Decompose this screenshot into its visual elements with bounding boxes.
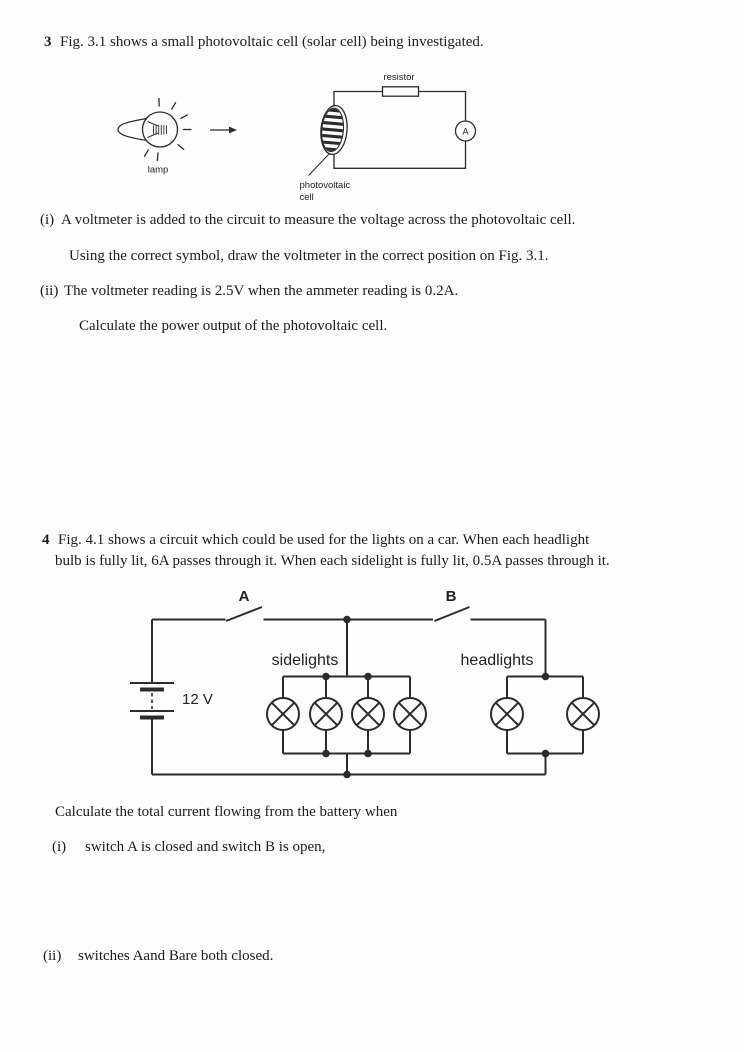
sidelight-bulb-symbol	[267, 698, 299, 730]
sidelight-bulb-symbol	[310, 698, 342, 730]
question-3-title-text: Fig. 3.1 shows a small photovoltaic cell (solar cell) being investigated.	[60, 34, 484, 50]
question-4-number: 4	[42, 532, 50, 548]
question-4-title	[42, 532, 589, 549]
question-4-title-line1: Fig. 4.1 shows a circuit which could be used for the lights on a car. When each headlight	[58, 532, 590, 548]
question-4-title-line2: bulb is fully lit, 6A passes through it. When each sidelight is fully lit, 0.5A passes through it.	[55, 553, 610, 569]
lamp-icon	[118, 112, 178, 147]
sidelight-bulb-symbol	[394, 698, 426, 730]
headlights-label: headlights	[460, 652, 534, 669]
circuit-loop-wire	[334, 92, 469, 169]
light-direction-arrow-icon	[210, 127, 237, 134]
sidelight-bulb-symbol	[352, 698, 384, 730]
resistor-symbol	[383, 87, 419, 96]
lamp-rays-icon	[144, 98, 191, 161]
resistor-label: resistor	[383, 72, 415, 83]
question-3-title	[44, 34, 484, 51]
battery-voltage-label: 12 V	[182, 691, 213, 708]
switch-b-symbol	[435, 607, 470, 621]
lamp-label: lamp	[147, 164, 169, 176]
q4-part-i-text: switch A is closed and switch B is open,	[85, 839, 326, 855]
sidelights-rails	[283, 677, 410, 754]
ammeter-letter: A	[462, 126, 469, 137]
q3-part-ii-label: (ii)	[40, 283, 59, 299]
q3-part-i-text: A voltmeter is added to the circuit to measure the voltage across the photovoltaic cell.	[61, 212, 576, 228]
question-3-number: 3	[44, 34, 52, 50]
q3-part-ii-line	[40, 283, 458, 300]
q3-part-i-line	[40, 212, 575, 229]
q4-part-i-label: (i)	[52, 839, 67, 855]
switch-b-label: B	[445, 588, 457, 605]
q3-part-ii-text: The voltmeter reading is 2.5V when the ammeter reading is 0.2A.	[64, 283, 459, 299]
photovoltaic-label-line1: photovoltaic	[299, 180, 351, 191]
fig-3-1-diagram	[110, 64, 490, 204]
switch-a-symbol	[226, 607, 262, 621]
photovoltaic-cell-symbol	[317, 104, 349, 155]
q4-part-ii-label: (ii)	[43, 948, 62, 964]
switch-a-label: A	[238, 588, 250, 605]
q4-part-ii-line	[43, 948, 273, 965]
q4-calc-instruction: Calculate the total current flowing from the battery when	[55, 804, 398, 820]
q4-part-ii-text: switches Aand Bare both closed.	[78, 948, 274, 964]
photovoltaic-label-line2: cell	[299, 192, 314, 203]
q3-part-i-label: (i)	[40, 212, 55, 228]
headlight-bulb-symbol	[491, 698, 523, 730]
sidelights-label: sidelights	[271, 652, 339, 669]
fig-4-1-diagram	[120, 583, 610, 788]
q3-part-i-instruction: Using the correct symbol, draw the voltmeter in the correct position on Fig. 3.1.	[69, 248, 549, 264]
q4-part-i-line	[52, 839, 325, 856]
headlight-bulb-symbol	[567, 698, 599, 730]
q3-part-ii-instruction: Calculate the power output of the photovoltaic cell.	[79, 318, 388, 334]
cell-label-leader-line	[309, 154, 330, 176]
battery-symbol	[130, 683, 174, 718]
